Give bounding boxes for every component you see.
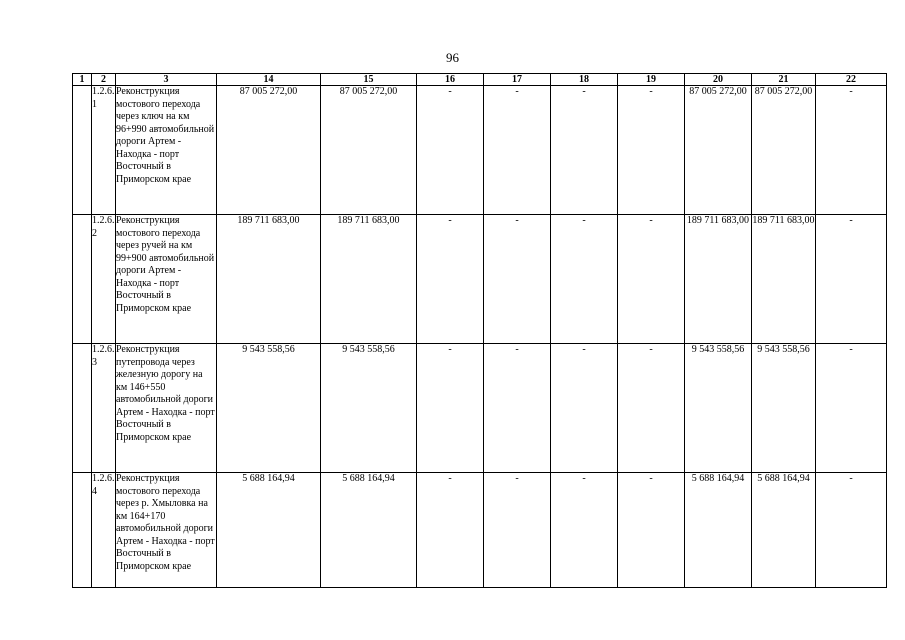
cell-col21: 9 543 558,56 xyxy=(752,344,816,473)
cell-code: 1.2.6.2 xyxy=(92,215,116,344)
cell-col19: - xyxy=(618,344,685,473)
cell-name: Реконструкция мостового перехода через ключ на км 96+990 автомобильной дороги Артем - Находка - порт Восточный в Приморском крае xyxy=(116,86,217,215)
column-header-18: 18 xyxy=(551,74,618,86)
cell-code: 1.2.6.1 xyxy=(92,86,116,215)
cell-col15: 87 005 272,00 xyxy=(321,86,417,215)
cell-col20: 189 711 683,00 xyxy=(685,215,752,344)
cell-col1 xyxy=(73,473,92,588)
cell-col14: 189 711 683,00 xyxy=(217,215,321,344)
column-header-17: 17 xyxy=(484,74,551,86)
cell-col20: 5 688 164,94 xyxy=(685,473,752,588)
column-header-3: 3 xyxy=(116,74,217,86)
cell-name: Реконструкция мостового перехода через ручей на км 99+900 автомобильной дороги Артем - Находка - порт Восточный в Приморском крае xyxy=(116,215,217,344)
cell-col14: 9 543 558,56 xyxy=(217,344,321,473)
cell-code: 1.2.6.4 xyxy=(92,473,116,588)
cell-col16: - xyxy=(417,215,484,344)
cell-col21: 87 005 272,00 xyxy=(752,86,816,215)
cell-col17: - xyxy=(484,473,551,588)
cell-col1 xyxy=(73,344,92,473)
cell-col16: - xyxy=(417,473,484,588)
cell-col1 xyxy=(73,86,92,215)
cell-col17: - xyxy=(484,344,551,473)
column-header-16: 16 xyxy=(417,74,484,86)
cell-col22: - xyxy=(816,473,887,588)
cell-name: Реконструкция мостового перехода через р. Хмыловка на км 164+170 автомобильной дороги Артем - Находка - порт Восточный в Приморском крае xyxy=(116,473,217,588)
budget-table xyxy=(72,73,887,588)
column-header-20: 20 xyxy=(685,74,752,86)
cell-col14: 5 688 164,94 xyxy=(217,473,321,588)
column-header-2: 2 xyxy=(92,74,116,86)
cell-col22: - xyxy=(816,86,887,215)
cell-col17: - xyxy=(484,215,551,344)
cell-col20: 87 005 272,00 xyxy=(685,86,752,215)
cell-col14: 87 005 272,00 xyxy=(217,86,321,215)
table-row xyxy=(73,86,887,215)
page-number: 96 xyxy=(446,50,459,65)
cell-col15: 189 711 683,00 xyxy=(321,215,417,344)
header-row xyxy=(73,74,887,86)
column-header-22: 22 xyxy=(816,74,887,86)
cell-col16: - xyxy=(417,344,484,473)
cell-col15: 9 543 558,56 xyxy=(321,344,417,473)
cell-col19: - xyxy=(618,473,685,588)
cell-col20: 9 543 558,56 xyxy=(685,344,752,473)
table-row xyxy=(73,473,887,588)
column-header-14: 14 xyxy=(217,74,321,86)
column-header-21: 21 xyxy=(752,74,816,86)
cell-col15: 5 688 164,94 xyxy=(321,473,417,588)
cell-col16: - xyxy=(417,86,484,215)
cell-col21: 5 688 164,94 xyxy=(752,473,816,588)
cell-name: Реконструкция путепровода через железную дорогу на км 146+550 автомобильной дороги Артем - Находка - порт Восточный в Приморском крае xyxy=(116,344,217,473)
column-header-15: 15 xyxy=(321,74,417,86)
cell-col1 xyxy=(73,215,92,344)
table-row xyxy=(73,344,887,473)
column-header-1: 1 xyxy=(73,74,92,86)
cell-col19: - xyxy=(618,215,685,344)
cell-col18: - xyxy=(551,86,618,215)
cell-col18: - xyxy=(551,473,618,588)
cell-col22: - xyxy=(816,215,887,344)
cell-col21: 189 711 683,00 xyxy=(752,215,816,344)
cell-col19: - xyxy=(618,86,685,215)
cell-col18: - xyxy=(551,215,618,344)
cell-col22: - xyxy=(816,344,887,473)
cell-col18: - xyxy=(551,344,618,473)
cell-col17: - xyxy=(484,86,551,215)
column-header-19: 19 xyxy=(618,74,685,86)
cell-code: 1.2.6.3 xyxy=(92,344,116,473)
table-row xyxy=(73,215,887,344)
